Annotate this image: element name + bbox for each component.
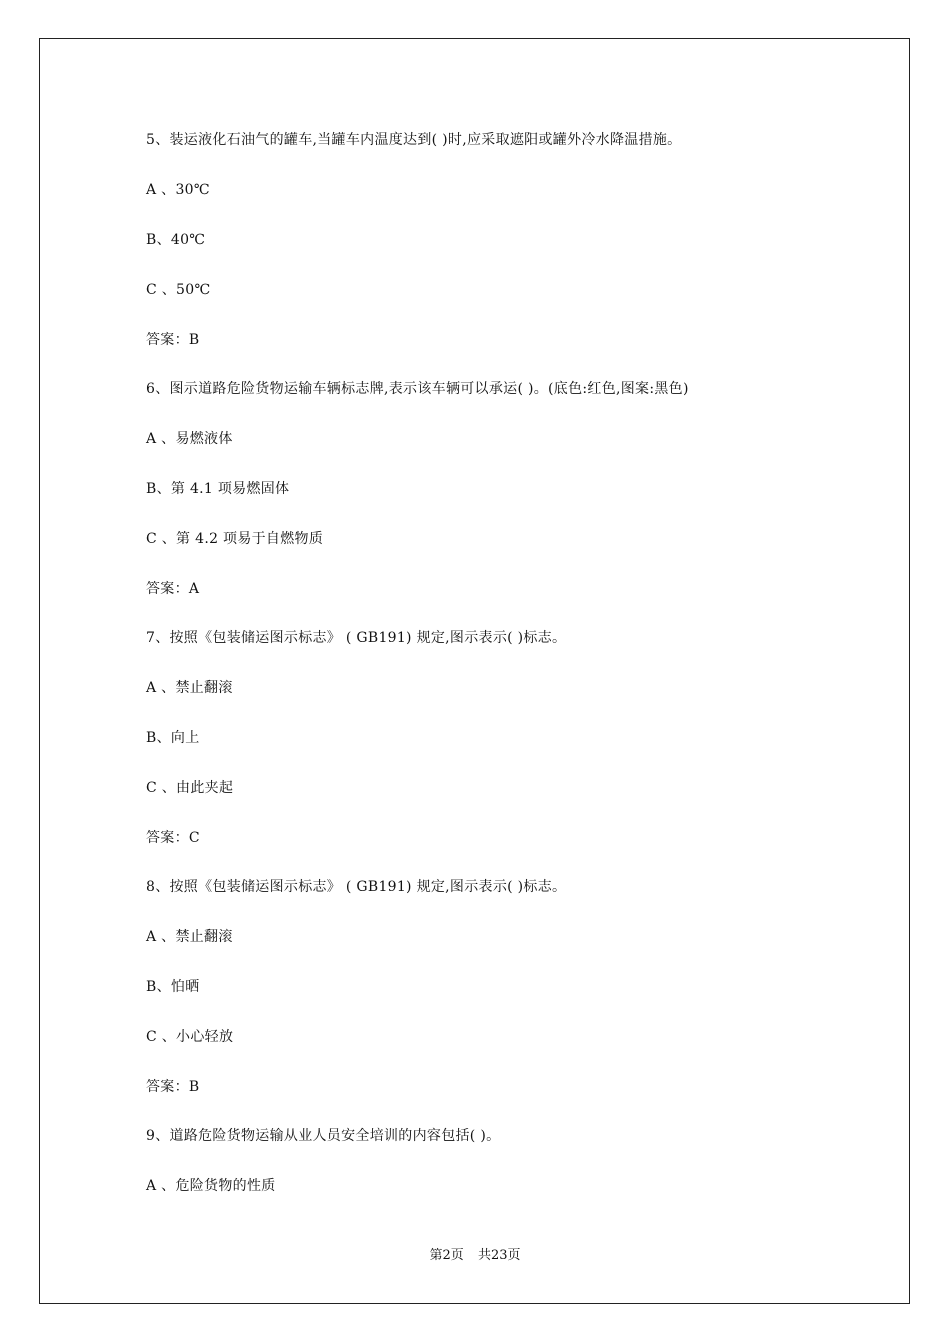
question-8-option-c: C 、小心轻放	[146, 1029, 234, 1045]
question-6-option-c: C 、第 4.2 项易于自燃物质	[146, 531, 324, 547]
question-6-answer: 答案：A	[146, 581, 200, 597]
question-6-option-b: B、第 4.1 项易燃固体	[146, 481, 290, 497]
question-7-option-a: A 、禁止翻滚	[146, 680, 233, 696]
page-frame	[39, 38, 910, 1304]
question-6-stem: 6、图示道路危险货物运输车辆标志牌,表示该车辆可以承运( )。(底色:红色,图案:黑色)	[146, 381, 689, 397]
question-9-stem: 9、道路危险货物运输从业人员安全培训的内容包括( )。	[146, 1128, 501, 1144]
question-7-answer: 答案：C	[146, 830, 200, 846]
question-6-option-a: A 、易燃液体	[146, 431, 233, 447]
question-5-stem: 5、装运液化石油气的罐车,当罐车内温度达到( )时,应采取遮阳或罐外冷水降温措施。	[146, 132, 682, 148]
question-7-option-b: B、向上	[146, 730, 200, 746]
question-7-option-c: C 、由此夹起	[146, 780, 234, 796]
page-total: 共23页	[477, 1248, 521, 1263]
question-5-option-b: B、40℃	[146, 232, 206, 248]
question-7-stem: 7、按照《包装储运图示标志》 ( GB191) 规定,图示表示( )标志。	[146, 630, 567, 646]
question-8-option-b: B、怕晒	[146, 979, 200, 995]
question-5-option-a: A 、30℃	[146, 182, 210, 198]
question-5-answer: 答案：B	[146, 332, 200, 348]
question-8-answer: 答案：B	[146, 1079, 200, 1095]
question-5-option-c: C 、50℃	[146, 282, 211, 298]
question-8-stem: 8、按照《包装储运图示标志》 ( GB191) 规定,图示表示( )标志。	[146, 879, 567, 895]
question-8-option-a: A 、禁止翻滚	[146, 929, 233, 945]
page-number: 第2页	[429, 1248, 464, 1263]
page-footer	[0, 1247, 950, 1265]
question-9-option-a: A 、危险货物的性质	[146, 1178, 276, 1194]
